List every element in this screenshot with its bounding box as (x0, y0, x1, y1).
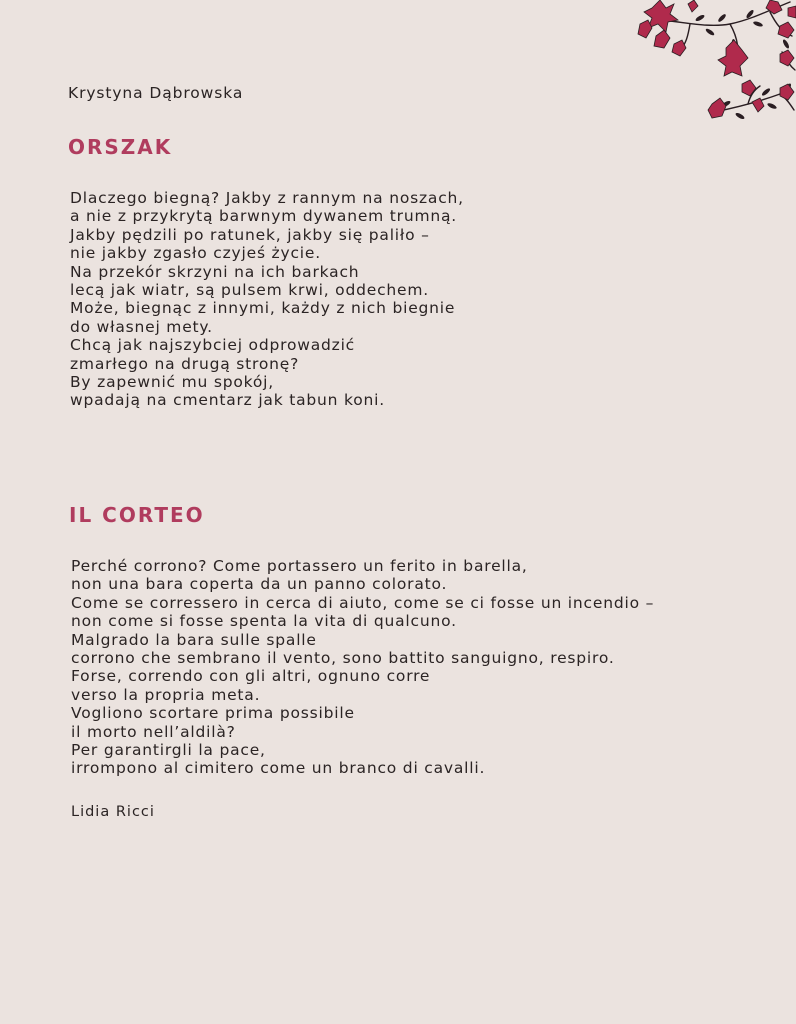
poem-line: Na przekór skrzyni na ich barkach (70, 262, 360, 281)
polish-poem-text (70, 189, 464, 410)
poem-line: Chcą jak najszybciej odprowadzić (70, 336, 356, 355)
poem-line: Malgrado la bara sulle spalle (71, 630, 317, 649)
italian-poem-title: IL CORTEO (69, 503, 205, 527)
poem-line: Vogliono scortare prima possibile (71, 704, 355, 723)
translator-name: Lidia Ricci (71, 804, 155, 820)
polish-poem-title: ORSZAK (68, 135, 173, 159)
poem-line: zmarłego na drugą stronę? (70, 354, 300, 373)
poem-line: lecą jak wiatr, są pulsem krwi, oddechem. (70, 281, 429, 300)
poem-line: Forse, correndo con gli altri, ognuno corre (71, 667, 431, 686)
poem-line: il morto nell’aldilà? (71, 722, 236, 741)
poem-line: do własnej mety. (70, 317, 213, 336)
poem-line: Jakby pędzili po ratunek, jakby się paliło – (70, 225, 430, 244)
poem-line: corrono che sembrano il vento, sono battito sanguigno, respiro. (71, 649, 615, 668)
poem-line: wpadają na cmentarz jak tabun koni. (70, 391, 385, 410)
poem-line: verso la propria meta. (71, 685, 261, 704)
poem-line: Dlaczego biegną? Jakby z rannym na noszach, (70, 189, 464, 207)
poem-line: Come se corressero in cerca di aiuto, come se ci fosse un incendio – (71, 593, 655, 612)
poem-line: Może, biegnąc z innymi, każdy z nich biegnie (70, 299, 456, 318)
poem-line: Perché corrono? Come portassero un ferito in barella, (71, 557, 528, 575)
poem-line: non come si fosse spenta la vita di qualcuno. (71, 612, 457, 631)
poem-line: Per garantirgli la pace, (71, 741, 266, 760)
poem-line: a nie z przykrytą barwnym dywanem trumną. (70, 207, 458, 226)
poem-line: non una bara coperta da un panno colorato. (71, 575, 448, 594)
italian-poem-text (71, 557, 654, 778)
floral-branch-icon (630, 0, 796, 135)
poem-line: irrompono al cimitero come un branco di cavalli. (71, 759, 486, 778)
poem-author: Krystyna Dąbrowska (68, 84, 244, 102)
poem-line: By zapewnić mu spokój, (70, 373, 274, 392)
poem-line: nie jakby zgasło czyjeś życie. (70, 244, 321, 263)
